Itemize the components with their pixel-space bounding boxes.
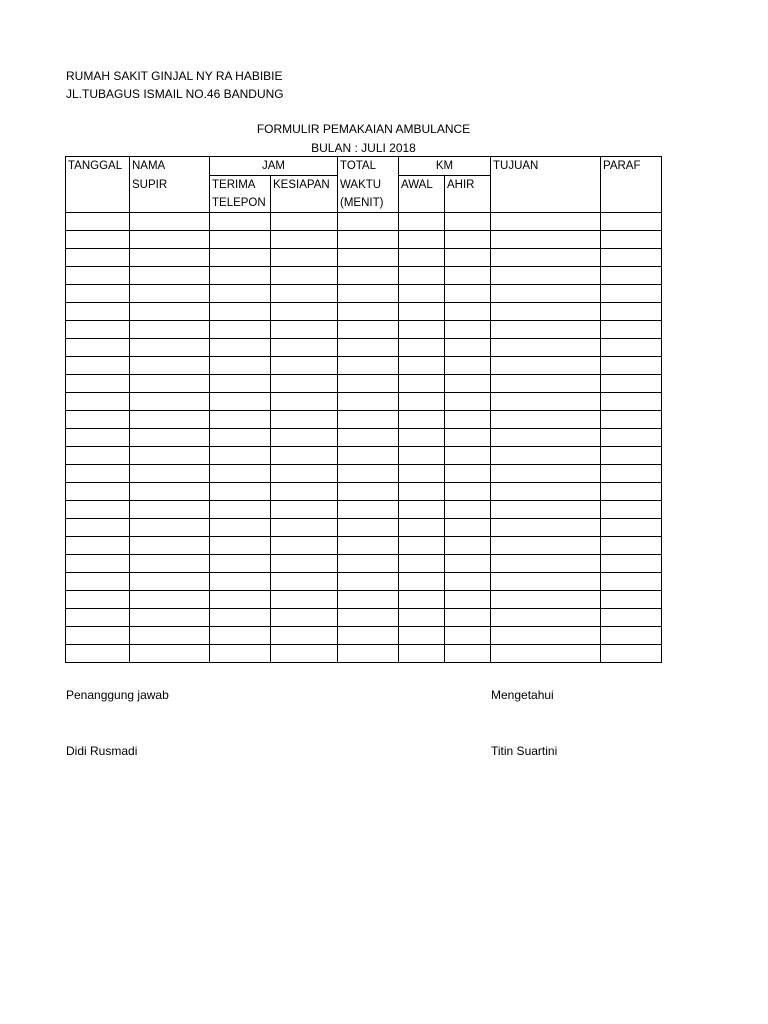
signature-right-name: Titin Suartini: [491, 744, 558, 758]
table-cell: [601, 411, 662, 429]
header-nama-cont: [130, 194, 210, 213]
header-awal: AWAL: [399, 176, 445, 195]
table-cell: [130, 357, 210, 375]
table-cell: [66, 501, 130, 519]
table-row: [66, 573, 662, 591]
table-cell: [445, 573, 491, 591]
table-cell: [399, 483, 445, 501]
table-cell: [338, 501, 399, 519]
table-cell: [271, 249, 338, 267]
table-cell: [271, 321, 338, 339]
table-cell: [271, 411, 338, 429]
table-cell: [338, 429, 399, 447]
table-cell: [66, 393, 130, 411]
table-cell: [271, 267, 338, 285]
table-cell: [491, 537, 601, 555]
table-row: [66, 627, 662, 645]
table-cell: [338, 303, 399, 321]
table-cell: [445, 231, 491, 249]
table-cell: [271, 555, 338, 573]
table-cell: [66, 609, 130, 627]
table-cell: [399, 267, 445, 285]
table-cell: [399, 357, 445, 375]
header-total: TOTAL: [338, 157, 399, 176]
table-cell: [210, 213, 271, 231]
table-cell: [491, 339, 601, 357]
table-cell: [271, 429, 338, 447]
table-cell: [491, 627, 601, 645]
table-cell: [491, 321, 601, 339]
table-cell: [130, 537, 210, 555]
form-period: BULAN : JULI 2018: [311, 141, 416, 155]
table-cell: [210, 249, 271, 267]
table-cell: [399, 213, 445, 231]
table-cell: [210, 609, 271, 627]
header-nama: NAMA: [130, 157, 210, 176]
table-cell: [210, 429, 271, 447]
table-cell: [399, 627, 445, 645]
table-cell: [66, 465, 130, 483]
table-cell: [601, 285, 662, 303]
table-cell: [210, 411, 271, 429]
table-cell: [130, 465, 210, 483]
table-cell: [210, 339, 271, 357]
table-cell: [491, 393, 601, 411]
table-cell: [130, 213, 210, 231]
table-cell: [445, 357, 491, 375]
table-cell: [66, 339, 130, 357]
table-cell: [601, 501, 662, 519]
table-cell: [445, 591, 491, 609]
table-cell: [66, 213, 130, 231]
table-cell: [601, 213, 662, 231]
table-cell: [271, 627, 338, 645]
table-row: [66, 357, 662, 375]
table-row: [66, 285, 662, 303]
table-cell: [399, 555, 445, 573]
header-kesiapan-cont: [271, 194, 338, 213]
table-cell: [601, 357, 662, 375]
table-cell: [271, 501, 338, 519]
table-cell: [271, 357, 338, 375]
table-cell: [338, 375, 399, 393]
table-cell: [271, 303, 338, 321]
table-cell: [445, 249, 491, 267]
table-row: [66, 645, 662, 663]
header-nama-supir: SUPIR: [130, 176, 210, 195]
table-row: [66, 303, 662, 321]
table-cell: [130, 267, 210, 285]
header-awal-cont: [399, 194, 445, 213]
table-cell: [130, 609, 210, 627]
table-cell: [130, 411, 210, 429]
table-cell: [399, 609, 445, 627]
header-paraf-cont2: [601, 194, 662, 213]
signature-right-label: Mengetahui: [491, 688, 554, 702]
table-cell: [66, 249, 130, 267]
table-cell: [130, 447, 210, 465]
table-cell: [445, 501, 491, 519]
header-tujuan-cont2: [491, 194, 601, 213]
table-cell: [491, 357, 601, 375]
header-kesiapan: KESIAPAN: [271, 176, 338, 195]
table-cell: [491, 429, 601, 447]
table-cell: [271, 519, 338, 537]
table-cell: [271, 537, 338, 555]
header-tujuan-cont: [491, 176, 601, 195]
table-cell: [66, 591, 130, 609]
table-cell: [445, 375, 491, 393]
table-cell: [271, 447, 338, 465]
table-cell: [399, 447, 445, 465]
table-cell: [445, 609, 491, 627]
table-cell: [399, 393, 445, 411]
table-cell: [601, 591, 662, 609]
table-cell: [338, 321, 399, 339]
table-row: [66, 375, 662, 393]
table-cell: [445, 411, 491, 429]
table-cell: [445, 339, 491, 357]
table-cell: [130, 555, 210, 573]
signature-left-label: Penanggung jawab: [66, 688, 169, 702]
table-cell: [601, 321, 662, 339]
table-cell: [601, 555, 662, 573]
form-title: FORMULIR PEMAKAIAN AMBULANCE: [256, 122, 471, 136]
table-cell: [66, 555, 130, 573]
table-cell: [338, 537, 399, 555]
institution-name: RUMAH SAKIT GINJAL NY RA HABIBIE: [66, 69, 283, 83]
table-cell: [445, 429, 491, 447]
table-cell: [491, 267, 601, 285]
table-cell: [491, 555, 601, 573]
table-cell: [601, 537, 662, 555]
table-cell: [338, 483, 399, 501]
table-cell: [399, 303, 445, 321]
table-cell: [399, 537, 445, 555]
table-cell: [338, 393, 399, 411]
table-cell: [601, 249, 662, 267]
table-row: [66, 339, 662, 357]
table-cell: [271, 591, 338, 609]
table-cell: [399, 411, 445, 429]
table-cell: [491, 645, 601, 663]
table-cell: [210, 573, 271, 591]
table-cell: [130, 591, 210, 609]
table-cell: [130, 339, 210, 357]
table-cell: [66, 645, 130, 663]
table-cell: [445, 321, 491, 339]
table-cell: [210, 357, 271, 375]
table-cell: [338, 591, 399, 609]
table-cell: [601, 627, 662, 645]
header-ahir: AHIR: [445, 176, 491, 195]
table-cell: [491, 231, 601, 249]
table-cell: [210, 591, 271, 609]
table-cell: [66, 573, 130, 591]
table-cell: [601, 303, 662, 321]
table-cell: [271, 285, 338, 303]
table-cell: [491, 249, 601, 267]
table-cell: [210, 555, 271, 573]
table-cell: [210, 537, 271, 555]
table-cell: [130, 249, 210, 267]
table-cell: [445, 645, 491, 663]
header-km: KM: [399, 157, 491, 176]
table-cell: [491, 447, 601, 465]
table-cell: [601, 231, 662, 249]
table-cell: [601, 375, 662, 393]
table-cell: [338, 411, 399, 429]
table-cell: [601, 483, 662, 501]
header-tujuan: TUJUAN: [491, 157, 601, 176]
table-cell: [445, 483, 491, 501]
table-row: [66, 429, 662, 447]
table-cell: [210, 519, 271, 537]
table-cell: [445, 393, 491, 411]
table-cell: [338, 213, 399, 231]
table-row: [66, 591, 662, 609]
table-cell: [601, 447, 662, 465]
table-cell: [210, 645, 271, 663]
table-cell: [445, 465, 491, 483]
table-row: [66, 267, 662, 285]
header-row-1: [66, 157, 662, 176]
table-cell: [491, 609, 601, 627]
table-cell: [601, 573, 662, 591]
table-row: [66, 609, 662, 627]
table-cell: [210, 627, 271, 645]
table-row: [66, 249, 662, 267]
table-cell: [338, 249, 399, 267]
table-cell: [338, 447, 399, 465]
table-cell: [271, 483, 338, 501]
header-ahir-cont: [445, 194, 491, 213]
table-cell: [601, 465, 662, 483]
table-cell: [491, 591, 601, 609]
table-cell: [210, 321, 271, 339]
table-cell: [338, 555, 399, 573]
table-cell: [399, 591, 445, 609]
table-cell: [210, 483, 271, 501]
header-paraf: PARAF: [601, 157, 662, 176]
header-total-waktu: WAKTU: [338, 176, 399, 195]
table-cell: [130, 573, 210, 591]
table-cell: [491, 375, 601, 393]
ambulance-usage-table: [65, 156, 662, 663]
table-cell: [271, 231, 338, 249]
header-tanggal-cont: [66, 176, 130, 195]
table-cell: [130, 393, 210, 411]
table-row: [66, 555, 662, 573]
header-tanggal-cont2: [66, 194, 130, 213]
table-row: [66, 465, 662, 483]
table-cell: [66, 357, 130, 375]
table-cell: [338, 627, 399, 645]
table-cell: [130, 627, 210, 645]
table-cell: [445, 519, 491, 537]
table-cell: [66, 231, 130, 249]
table-cell: [66, 537, 130, 555]
table-cell: [399, 519, 445, 537]
table-cell: [491, 285, 601, 303]
table-cell: [66, 375, 130, 393]
table-cell: [338, 339, 399, 357]
table-cell: [338, 357, 399, 375]
table-row: [66, 519, 662, 537]
table-cell: [338, 519, 399, 537]
table-cell: [271, 609, 338, 627]
table-cell: [130, 501, 210, 519]
table-row: [66, 213, 662, 231]
table-cell: [130, 375, 210, 393]
table-cell: [491, 465, 601, 483]
table-cell: [271, 645, 338, 663]
table-cell: [210, 447, 271, 465]
table-cell: [399, 573, 445, 591]
header-paraf-cont: [601, 176, 662, 195]
table-cell: [66, 519, 130, 537]
table-cell: [210, 303, 271, 321]
table-cell: [399, 231, 445, 249]
table-cell: [601, 339, 662, 357]
table-cell: [491, 213, 601, 231]
table-cell: [210, 465, 271, 483]
table-cell: [66, 267, 130, 285]
header-row-3: [66, 194, 662, 213]
table-cell: [445, 627, 491, 645]
table-cell: [66, 447, 130, 465]
table-cell: [210, 267, 271, 285]
table-cell: [601, 609, 662, 627]
table-cell: [399, 429, 445, 447]
table-cell: [130, 519, 210, 537]
table-cell: [399, 249, 445, 267]
table-cell: [271, 393, 338, 411]
table-row: [66, 321, 662, 339]
signature-left-name: Didi Rusmadi: [66, 744, 138, 758]
table-cell: [399, 339, 445, 357]
table-cell: [445, 447, 491, 465]
institution-address: JL.TUBAGUS ISMAIL NO.46 BANDUNG: [66, 87, 284, 101]
header-jam: JAM: [210, 157, 338, 176]
table-cell: [130, 429, 210, 447]
table-cell: [601, 645, 662, 663]
table-cell: [399, 645, 445, 663]
table-row: [66, 231, 662, 249]
table-cell: [130, 483, 210, 501]
table-cell: [338, 231, 399, 249]
table-cell: [66, 429, 130, 447]
table-row: [66, 411, 662, 429]
table-cell: [210, 501, 271, 519]
header-total-menit: (MENIT): [338, 194, 399, 213]
table-cell: [130, 285, 210, 303]
header-row-2: [66, 176, 662, 195]
table-cell: [445, 303, 491, 321]
table-cell: [130, 231, 210, 249]
table-cell: [491, 573, 601, 591]
table-row: [66, 483, 662, 501]
table-cell: [338, 573, 399, 591]
table-cell: [210, 231, 271, 249]
table-cell: [399, 285, 445, 303]
table-cell: [271, 465, 338, 483]
table-cell: [445, 555, 491, 573]
table-row: [66, 447, 662, 465]
table-cell: [338, 267, 399, 285]
table-cell: [491, 411, 601, 429]
table-cell: [445, 285, 491, 303]
table-cell: [399, 375, 445, 393]
table-cell: [601, 393, 662, 411]
table-cell: [338, 645, 399, 663]
table-cell: [210, 393, 271, 411]
header-terima: TERIMA: [210, 176, 271, 195]
table-cell: [445, 537, 491, 555]
table-cell: [66, 303, 130, 321]
table-cell: [271, 339, 338, 357]
table-cell: [338, 285, 399, 303]
table-cell: [271, 213, 338, 231]
table-cell: [130, 645, 210, 663]
table-cell: [601, 429, 662, 447]
table-cell: [66, 321, 130, 339]
table-cell: [445, 267, 491, 285]
table-cell: [338, 609, 399, 627]
table-cell: [66, 627, 130, 645]
table-cell: [210, 375, 271, 393]
table-cell: [338, 465, 399, 483]
table-cell: [399, 465, 445, 483]
table-cell: [399, 501, 445, 519]
table-cell: [130, 321, 210, 339]
table-cell: [130, 303, 210, 321]
table-row: [66, 537, 662, 555]
table-cell: [491, 519, 601, 537]
table-cell: [601, 519, 662, 537]
table-cell: [271, 375, 338, 393]
table-row: [66, 393, 662, 411]
table-cell: [210, 285, 271, 303]
table-cell: [271, 573, 338, 591]
table-cell: [491, 303, 601, 321]
table-cell: [445, 213, 491, 231]
header-tanggal: TANGGAL: [66, 157, 130, 176]
table-cell: [66, 411, 130, 429]
table-cell: [601, 267, 662, 285]
table-cell: [66, 483, 130, 501]
header-terima-telepon: TELEPON: [210, 194, 271, 213]
table-cell: [491, 501, 601, 519]
table-row: [66, 501, 662, 519]
table-cell: [66, 285, 130, 303]
table-cell: [491, 483, 601, 501]
table-cell: [399, 321, 445, 339]
